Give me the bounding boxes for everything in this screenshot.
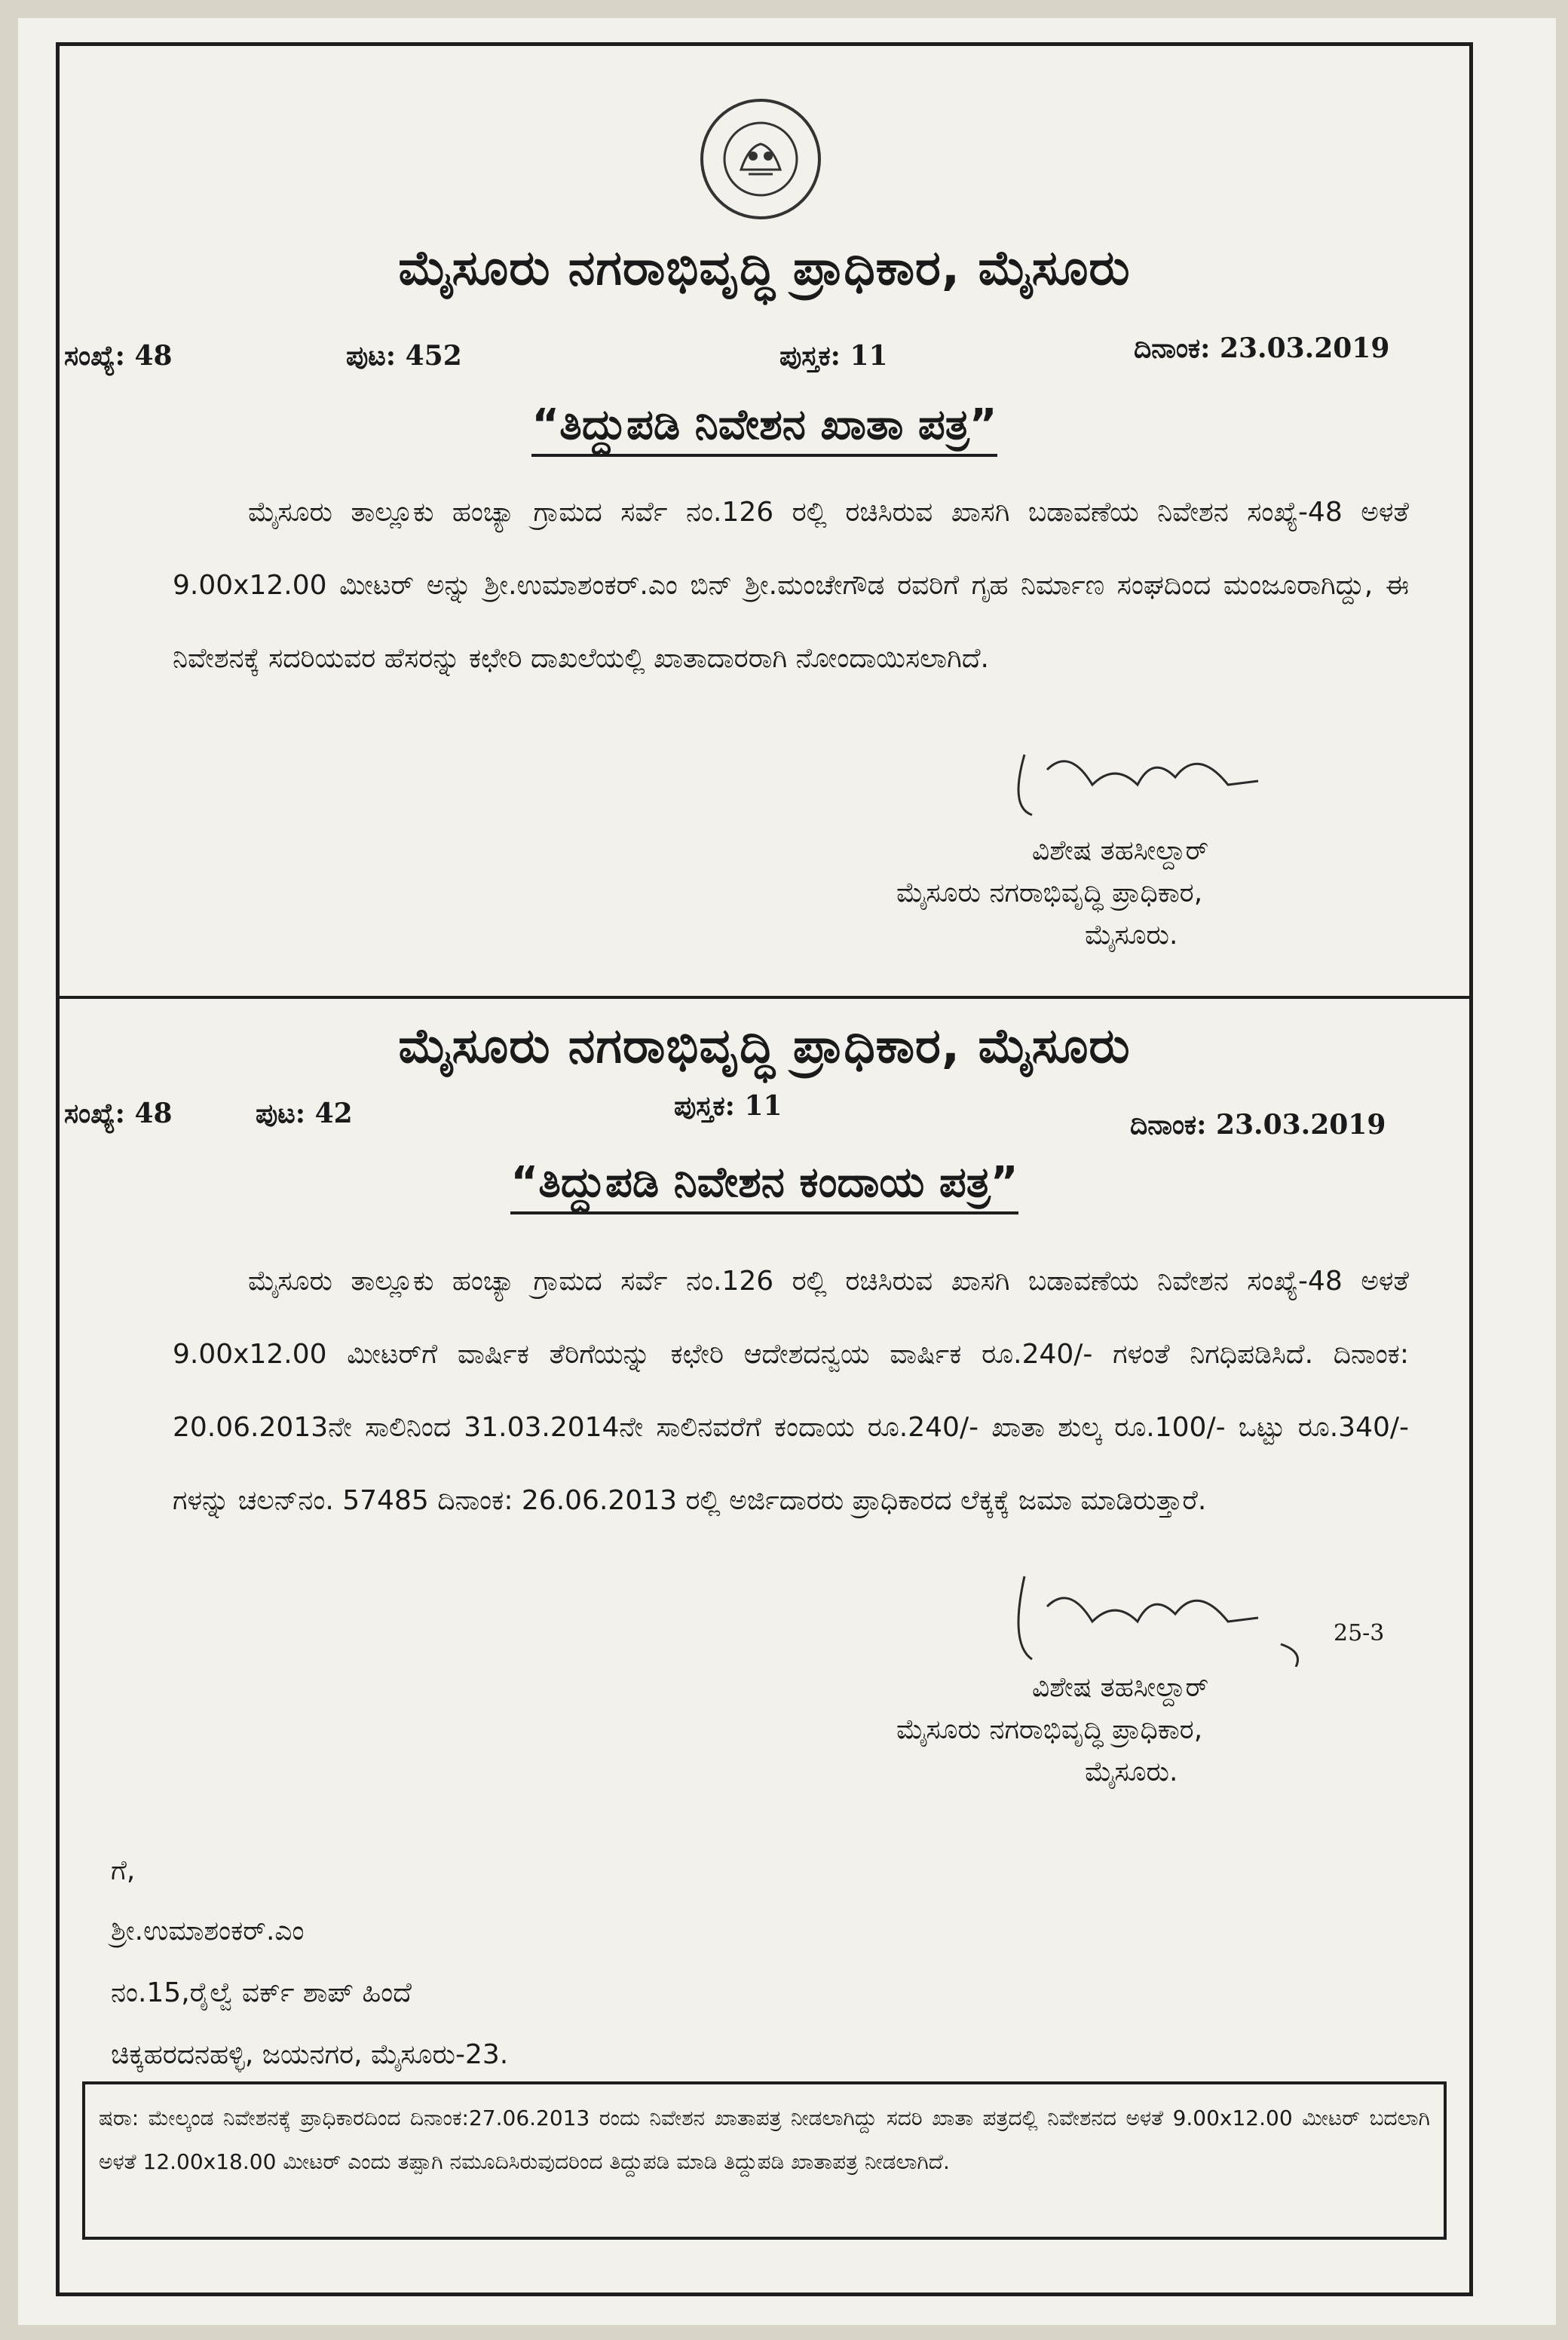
kandaya-patra-title — [60, 1158, 1469, 1208]
recipient-address — [111, 1900, 508, 2086]
sankhye-2: ಸಂಖ್ಯೆ: 48 — [64, 1098, 173, 1129]
recipient-address-line2: ಚಿಕ್ಕಹರದನಹಳ್ಳಿ, ಜಯನಗರ, ಮೈಸೂರು-23. — [111, 2039, 509, 2070]
signatory-office-1: ಮೈಸೂರು ನಗರಾಭಿವೃದ್ಧಿ ಪ್ರಾಧಿಕಾರ, — [896, 878, 1203, 908]
remarks-text: ಷರಾ: ಮೇಲ್ಕಂಡ ನಿವೇಶನಕ್ಕೆ ಪ್ರಾಧಿಕಾರದಿಂದ ದಿನಾಂಕ:27.06.2013 ರಂದು ನಿವೇಶನ ಖಾತಾಪತ್ರ ನೀಡಲಾಗಿದ್ದು ಸದರಿ ಖಾತಾ ಪತ್ರದಲ್ಲಿ ನಿವೇಶನದ ಅಳತೆ 9.00x12.00 ಮೀಟರ್ ಬದಲಾಗಿ ಅಳತೆ 12.00x18.00 ಮೀಟರ್ ಎಂದು ತಪ್ಪಾಗಿ ನಮೂದಿಸಿರುವುದರಿಂದ ತಿದ್ದುಪಡಿ ಮಾಡಿ ತಿದ್ದುಪಡಿ ಖಾತಾಪತ್ರ ನೀಡಲಾಗಿದೆ. — [99, 2106, 1430, 2174]
khata-patra-title-text: “ತಿದ್ದುಪಡಿ ನಿವೇಶನ ಖಾತಾ ಪತ್ರ” — [531, 400, 997, 457]
signatory-office-2: ಮೈಸೂರು ನಗರಾಭಿವೃದ್ಧಿ ಪ್ರಾಧಿಕಾರ, — [896, 1714, 1203, 1745]
khata-patra-title — [60, 400, 1469, 450]
signatory-city-1: ಮೈಸೂರು. — [1085, 920, 1178, 951]
signatory-title-1: ವಿಶೇಷ ತಹಸೀಲ್ದಾರ್ — [1032, 835, 1209, 866]
recipient-to: ಗೆ, — [111, 1855, 136, 1886]
signatory-block-2 — [896, 1620, 1439, 1793]
remarks-note — [82, 2081, 1447, 2240]
dinanka-2: ದಿನಾಂಕ: 23.03.2019 — [1130, 1109, 1386, 1141]
document-sheet — [18, 18, 1556, 2325]
signatory-city-2: ಮೈಸೂರು. — [1085, 1757, 1178, 1787]
document-frame — [56, 42, 1473, 2296]
sankhye-1: ಸಂಖ್ಯೆ: 48 — [64, 340, 173, 372]
authority-title-1: ಮೈಸೂರು ನಗರಾಭಿವೃದ್ಧಿ ಪ್ರಾಧಿಕಾರ, ಮೈಸೂರು — [398, 240, 1131, 296]
kandaya-patra-body: ಮೈಸೂರು ತಾಲ್ಲೂಕು ಹಂಚ್ಯಾ ಗ್ರಾಮದ ಸರ್ವೆ ನಂ.126 ರಲ್ಲಿ ರಚಿಸಿರುವ ಖಾಸಗಿ ಬಡಾವಣೆಯ ನಿವೇಶನ ಸಂಖ್ಯೆ-48 ಅಳತೆ 9.00x12.00 ಮೀಟರ್‌ಗೆ ವಾರ್ಷಿಕ ತೆರಿಗೆಯನ್ನು ಕಛೇರಿ ಆದೇಶದನ್ವಯ ವಾರ್ಷಿಕ ರೂ.240/- ಗಳಂತೆ ನಿಗಧಿಪಡಿಸಿದೆ. ದಿನಾಂಕ: 20.06.2013ನೇ ಸಾಲಿನಿಂದ 31.03.2014ನೇ ಸಾಲಿನವರೆಗೆ ಕಂದಾಯ ರೂ.240/- ಖಾತಾ ಶುಲ್ಕ ರೂ.100/- ಒಟ್ಟು ರೂ.340/- ಗಳನ್ನು ಚಲನ್‌ನಂ. 57485 ದಿನಾಂಕ: 26.06.2013 ರಲ್ಲಿ ಅರ್ಜಿದಾರರು ಪ್ರಾಧಿಕಾರದ ಲೆಕ್ಕಕ್ಕೆ ಜಮಾ ಮಾಡಿರುತ್ತಾರೆ. — [173, 1266, 1409, 1516]
pustaka-1: ಪುಸ್ತಕ: 11 — [779, 340, 888, 372]
signature-date: 25-3 — [1334, 1620, 1385, 1646]
puta-1: ಪುಟ: 452 — [346, 340, 462, 372]
signature-scribble-2 — [1002, 1569, 1318, 1667]
khata-patra-body: ಮೈಸೂರು ತಾಲ್ಲೂಕು ಹಂಚ್ಯಾ ಗ್ರಾಮದ ಸರ್ವೆ ನಂ.126 ರಲ್ಲಿ ರಚಿಸಿರುವ ಖಾಸಗಿ ಬಡಾವಣೆಯ ನಿವೇಶನ ಸಂಖ್ಯೆ-48 ಅಳತೆ 9.00x12.00 ಮೀಟರ್ ಅನ್ನು ಶ್ರೀ.ಉಮಾಶಂಕರ್.ಎಂ ಬಿನ್ ಶ್ರೀ.ಮಂಚೇಗೌಡ ರವರಿಗೆ ಗೃಹ ನಿರ್ಮಾಣ ಸಂಘದಿಂದ ಮಂಜೂರಾಗಿದ್ದು, ಈ ನಿವೇಶನಕ್ಕೆ ಸದರಿಯವರ ಹೆಸರನ್ನು ಕಛೇರಿ ದಾಖಲೆಯಲ್ಲಿ ಖಾತಾದಾರರಾಗಿ ನೋಂದಾಯಿಸಲಾಗಿದೆ. — [173, 497, 1409, 674]
recipient-address-line1: ನಂ.15,ರೈಲ್ವೆ ವರ್ಕ್ ಶಾಪ್ ಹಿಂದೆ — [111, 1977, 412, 2008]
section-divider — [60, 996, 1469, 999]
authority-title-2: ಮೈಸೂರು ನಗರಾಭಿವೃದ್ಧಿ ಪ್ರಾಧಿಕಾರ, ಮೈಸೂರು — [398, 1018, 1131, 1074]
puta-2: ಪುಟ: 42 — [256, 1098, 353, 1129]
signature-scribble-1 — [1002, 740, 1273, 822]
signatory-block-1 — [896, 830, 1424, 957]
recipient-name: ಶ್ರೀ.ಉಮಾಶಂಕರ್.ಎಂ — [111, 1916, 305, 1946]
signatory-title-2: ವಿಶೇಷ ತಹಸೀಲ್ದಾರ್ — [1032, 1672, 1209, 1703]
pustaka-2: ಪುಸ್ತಕ: 11 — [674, 1090, 782, 1122]
emblem-seal-icon — [700, 99, 821, 219]
dinanka-1: ದಿನಾಂಕ: 23.03.2019 — [1134, 332, 1390, 364]
kandaya-patra-title-text: “ತಿದ್ದುಪಡಿ ನಿವೇಶನ ಕಂದಾಯ ಪತ್ರ” — [510, 1158, 1018, 1214]
